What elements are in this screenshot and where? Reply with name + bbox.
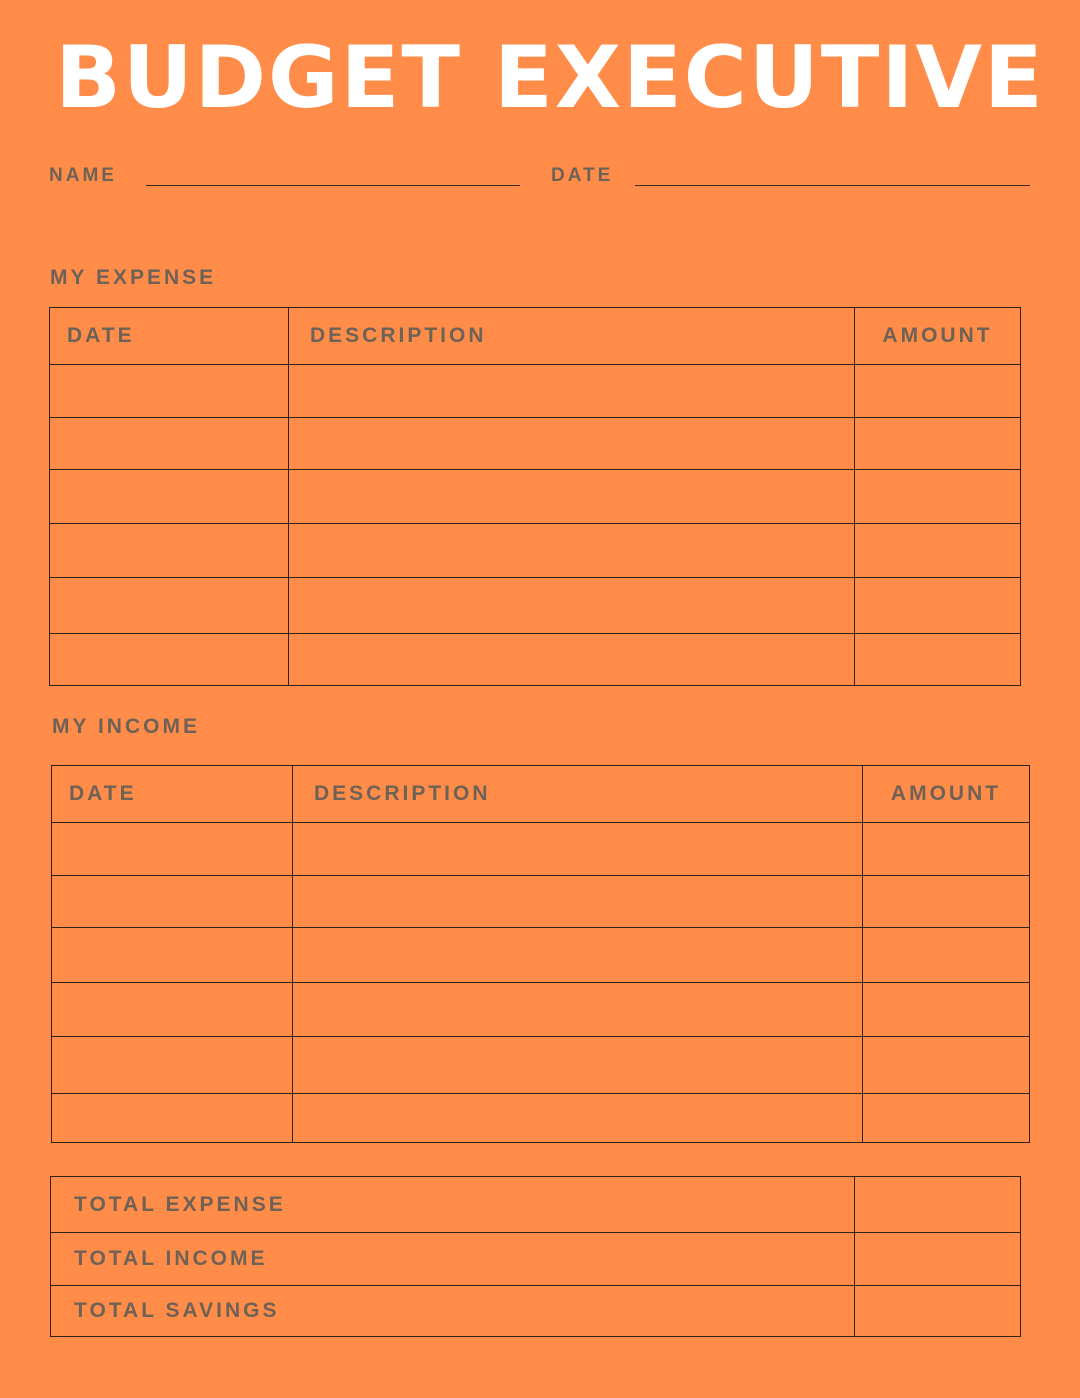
table-row — [52, 983, 1030, 1037]
income-table — [51, 765, 1030, 1143]
expense-date-cell[interactable] — [50, 634, 289, 686]
income-description-cell[interactable] — [293, 876, 863, 928]
date-field[interactable] — [635, 185, 1030, 186]
expense-header-row — [50, 308, 1021, 365]
expense-date-cell[interactable] — [50, 578, 289, 634]
expense-description-cell[interactable] — [289, 524, 855, 578]
income-col-date: DATE — [52, 766, 293, 823]
expense-description-cell[interactable] — [289, 418, 855, 470]
income-date-cell[interactable] — [52, 1037, 293, 1094]
total-income-row — [51, 1233, 1021, 1286]
expense-date-cell[interactable] — [50, 470, 289, 524]
income-date-cell[interactable] — [52, 1094, 293, 1143]
table-row — [50, 418, 1021, 470]
total-income-value[interactable] — [855, 1233, 1021, 1286]
expense-heading: MY EXPENSE — [50, 266, 217, 289]
income-amount-cell[interactable] — [863, 823, 1030, 876]
table-row — [52, 1094, 1030, 1143]
expense-amount-cell[interactable] — [855, 418, 1021, 470]
expense-description-cell[interactable] — [289, 470, 855, 524]
income-date-cell[interactable] — [52, 983, 293, 1037]
income-date-cell[interactable] — [52, 876, 293, 928]
income-amount-cell[interactable] — [863, 876, 1030, 928]
table-row — [50, 365, 1021, 418]
name-label: NAME — [49, 165, 117, 186]
page-title: BUDGET EXECUTIVE — [55, 28, 1045, 128]
table-row — [52, 823, 1030, 876]
income-header-row — [52, 766, 1030, 823]
expense-description-cell[interactable] — [289, 634, 855, 686]
table-row — [52, 928, 1030, 983]
expense-amount-cell[interactable] — [855, 365, 1021, 418]
expense-date-cell[interactable] — [50, 524, 289, 578]
income-description-cell[interactable] — [293, 928, 863, 983]
expense-date-cell[interactable] — [50, 418, 289, 470]
expense-date-cell[interactable] — [50, 365, 289, 418]
table-row — [50, 634, 1021, 686]
income-amount-cell[interactable] — [863, 1094, 1030, 1143]
totals-table — [50, 1176, 1021, 1337]
table-row — [50, 578, 1021, 634]
total-expense-row — [51, 1177, 1021, 1233]
income-col-description: DESCRIPTION — [293, 766, 863, 823]
expense-table — [49, 307, 1021, 686]
income-amount-cell[interactable] — [863, 1037, 1030, 1094]
table-row — [50, 524, 1021, 578]
income-date-cell[interactable] — [52, 928, 293, 983]
income-amount-cell[interactable] — [863, 983, 1030, 1037]
expense-col-description: DESCRIPTION — [289, 308, 855, 365]
expense-col-amount: AMOUNT — [855, 308, 1021, 365]
table-row — [52, 1037, 1030, 1094]
total-savings-label: TOTAL SAVINGS — [51, 1286, 855, 1337]
table-row — [52, 876, 1030, 928]
total-income-label: TOTAL INCOME — [51, 1233, 855, 1286]
expense-amount-cell[interactable] — [855, 578, 1021, 634]
expense-amount-cell[interactable] — [855, 634, 1021, 686]
income-description-cell[interactable] — [293, 823, 863, 876]
total-savings-value[interactable] — [855, 1286, 1021, 1337]
income-description-cell[interactable] — [293, 1037, 863, 1094]
expense-amount-cell[interactable] — [855, 470, 1021, 524]
total-savings-row — [51, 1286, 1021, 1337]
income-date-cell[interactable] — [52, 823, 293, 876]
expense-description-cell[interactable] — [289, 578, 855, 634]
income-description-cell[interactable] — [293, 983, 863, 1037]
expense-col-date: DATE — [50, 308, 289, 365]
name-field[interactable] — [146, 185, 520, 186]
income-amount-cell[interactable] — [863, 928, 1030, 983]
expense-amount-cell[interactable] — [855, 524, 1021, 578]
income-col-amount: AMOUNT — [863, 766, 1030, 823]
total-expense-value[interactable] — [855, 1177, 1021, 1233]
income-heading: MY INCOME — [52, 715, 200, 738]
table-row — [50, 470, 1021, 524]
date-label: DATE — [551, 165, 614, 186]
expense-description-cell[interactable] — [289, 365, 855, 418]
total-expense-label: TOTAL EXPENSE — [51, 1177, 855, 1233]
income-description-cell[interactable] — [293, 1094, 863, 1143]
